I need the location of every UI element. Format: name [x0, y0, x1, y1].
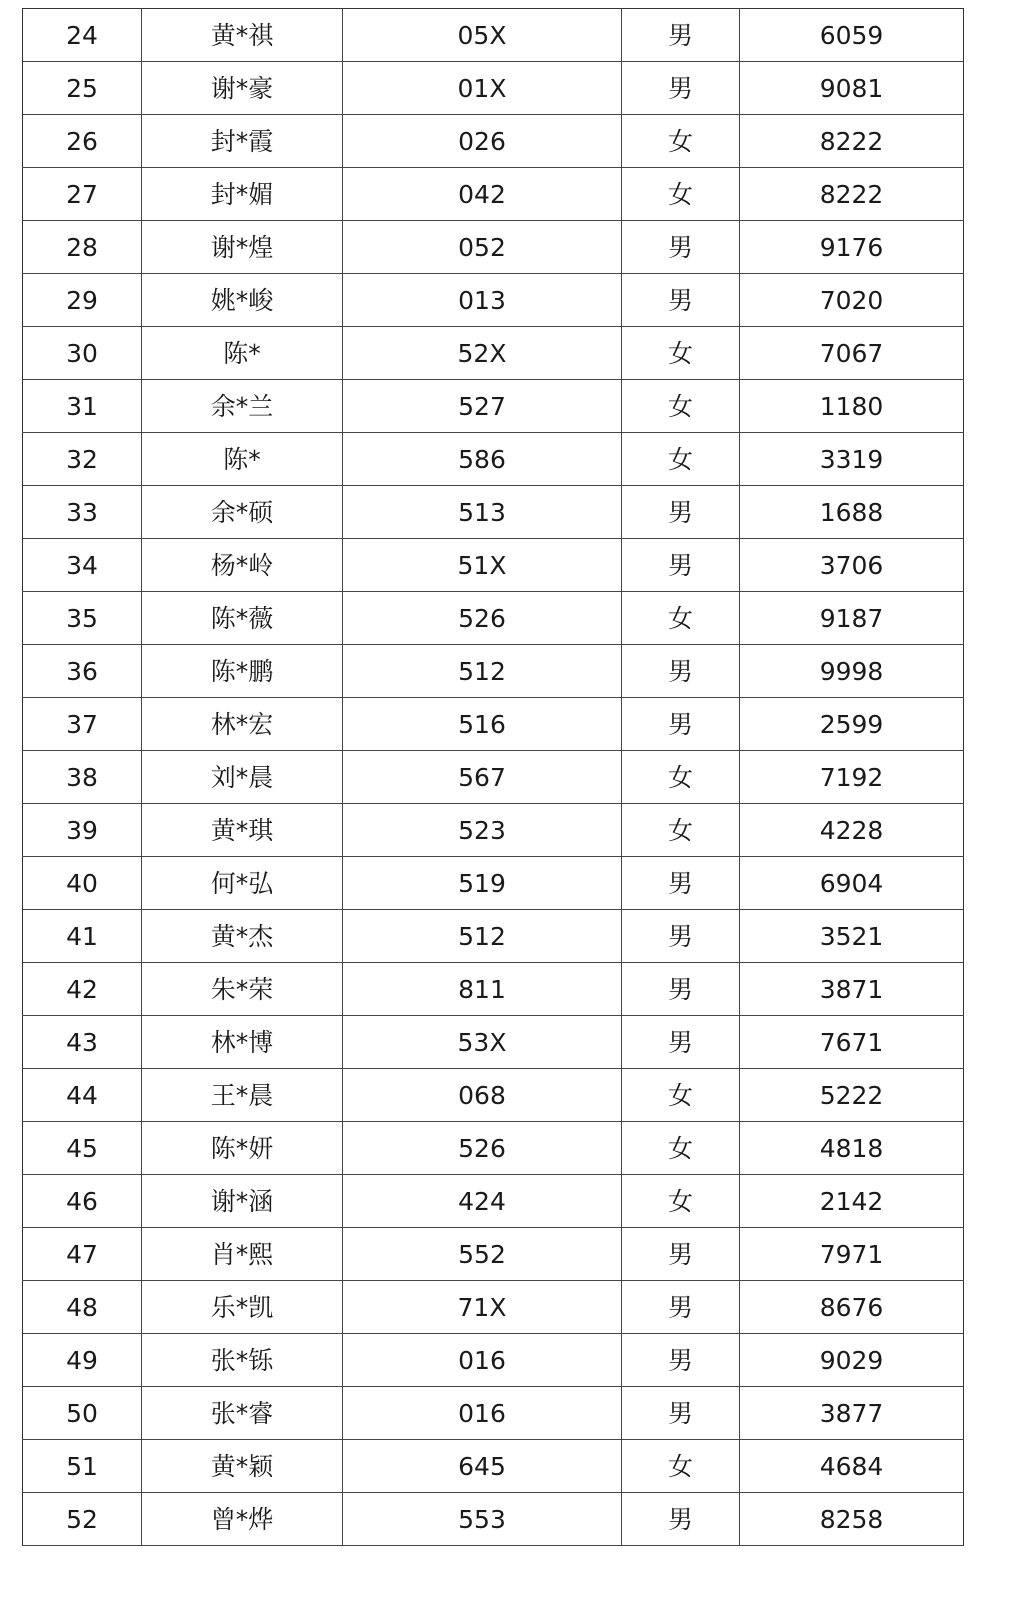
masked-name-cell: 肖*熙	[142, 1228, 343, 1281]
masked-name-cell: 王*晨	[142, 1069, 343, 1122]
row-index-cell: 43	[23, 1016, 142, 1069]
gender-cell: 男	[622, 963, 740, 1016]
row-index-cell: 29	[23, 274, 142, 327]
gender-cell: 男	[622, 9, 740, 62]
row-index-cell: 41	[23, 910, 142, 963]
table-row	[23, 1122, 964, 1175]
id-suffix-cell: 645	[343, 1440, 622, 1493]
code-cell: 2599	[740, 698, 964, 751]
gender-cell: 男	[622, 274, 740, 327]
code-cell: 9176	[740, 221, 964, 274]
code-cell: 3319	[740, 433, 964, 486]
gender-cell: 女	[622, 592, 740, 645]
masked-name-cell: 封*媚	[142, 168, 343, 221]
table-row	[23, 1069, 964, 1122]
code-cell: 9081	[740, 62, 964, 115]
code-cell: 4228	[740, 804, 964, 857]
code-cell: 9998	[740, 645, 964, 698]
id-suffix-cell: 552	[343, 1228, 622, 1281]
table-row	[23, 433, 964, 486]
gender-cell: 男	[622, 486, 740, 539]
row-index-cell: 49	[23, 1334, 142, 1387]
table-row	[23, 486, 964, 539]
code-cell: 8258	[740, 1493, 964, 1546]
code-cell: 4818	[740, 1122, 964, 1175]
code-cell: 7192	[740, 751, 964, 804]
row-index-cell: 50	[23, 1387, 142, 1440]
masked-name-cell: 谢*豪	[142, 62, 343, 115]
id-suffix-cell: 513	[343, 486, 622, 539]
gender-cell: 男	[622, 1228, 740, 1281]
masked-name-cell: 谢*涵	[142, 1175, 343, 1228]
id-suffix-cell: 016	[343, 1387, 622, 1440]
row-index-cell: 36	[23, 645, 142, 698]
id-suffix-cell: 526	[343, 1122, 622, 1175]
table-row	[23, 698, 964, 751]
row-index-cell: 48	[23, 1281, 142, 1334]
row-index-cell: 46	[23, 1175, 142, 1228]
id-suffix-cell: 512	[343, 910, 622, 963]
code-cell: 5222	[740, 1069, 964, 1122]
table-row	[23, 592, 964, 645]
table-row	[23, 539, 964, 592]
code-cell: 8676	[740, 1281, 964, 1334]
code-cell: 9187	[740, 592, 964, 645]
gender-cell: 女	[622, 1440, 740, 1493]
masked-name-cell: 黄*琪	[142, 804, 343, 857]
masked-name-cell: 乐*凯	[142, 1281, 343, 1334]
code-cell: 7971	[740, 1228, 964, 1281]
code-cell: 3877	[740, 1387, 964, 1440]
code-cell: 4684	[740, 1440, 964, 1493]
code-cell: 6059	[740, 9, 964, 62]
masked-name-cell: 余*硕	[142, 486, 343, 539]
table-row	[23, 645, 964, 698]
gender-cell: 男	[622, 645, 740, 698]
gender-cell: 女	[622, 1069, 740, 1122]
table-row	[23, 9, 964, 62]
masked-name-cell: 黄*颖	[142, 1440, 343, 1493]
masked-name-cell: 陈*妍	[142, 1122, 343, 1175]
roster-sheet	[22, 8, 963, 1546]
table-row	[23, 1493, 964, 1546]
id-suffix-cell: 05X	[343, 9, 622, 62]
code-cell: 8222	[740, 115, 964, 168]
code-cell: 7020	[740, 274, 964, 327]
table-row	[23, 1387, 964, 1440]
row-index-cell: 52	[23, 1493, 142, 1546]
table-row	[23, 168, 964, 221]
gender-cell: 男	[622, 857, 740, 910]
masked-name-cell: 黄*祺	[142, 9, 343, 62]
id-suffix-cell: 526	[343, 592, 622, 645]
gender-cell: 男	[622, 62, 740, 115]
code-cell: 8222	[740, 168, 964, 221]
code-cell: 7067	[740, 327, 964, 380]
row-index-cell: 51	[23, 1440, 142, 1493]
id-suffix-cell: 51X	[343, 539, 622, 592]
gender-cell: 女	[622, 168, 740, 221]
table-row	[23, 1016, 964, 1069]
id-suffix-cell: 53X	[343, 1016, 622, 1069]
roster-table	[22, 8, 964, 1546]
id-suffix-cell: 52X	[343, 327, 622, 380]
row-index-cell: 45	[23, 1122, 142, 1175]
row-index-cell: 35	[23, 592, 142, 645]
row-index-cell: 28	[23, 221, 142, 274]
masked-name-cell: 陈*鹏	[142, 645, 343, 698]
code-cell: 2142	[740, 1175, 964, 1228]
gender-cell: 女	[622, 115, 740, 168]
id-suffix-cell: 811	[343, 963, 622, 1016]
gender-cell: 男	[622, 1334, 740, 1387]
id-suffix-cell: 516	[343, 698, 622, 751]
masked-name-cell: 姚*峻	[142, 274, 343, 327]
row-index-cell: 32	[23, 433, 142, 486]
table-row	[23, 804, 964, 857]
id-suffix-cell: 068	[343, 1069, 622, 1122]
table-row	[23, 221, 964, 274]
row-index-cell: 47	[23, 1228, 142, 1281]
row-index-cell: 27	[23, 168, 142, 221]
id-suffix-cell: 013	[343, 274, 622, 327]
masked-name-cell: 封*霞	[142, 115, 343, 168]
id-suffix-cell: 042	[343, 168, 622, 221]
gender-cell: 男	[622, 1016, 740, 1069]
id-suffix-cell: 567	[343, 751, 622, 804]
code-cell: 3521	[740, 910, 964, 963]
gender-cell: 男	[622, 539, 740, 592]
roster-table-body	[23, 9, 964, 1546]
id-suffix-cell: 026	[343, 115, 622, 168]
id-suffix-cell: 01X	[343, 62, 622, 115]
masked-name-cell: 林*宏	[142, 698, 343, 751]
table-row	[23, 1334, 964, 1387]
gender-cell: 男	[622, 910, 740, 963]
row-index-cell: 37	[23, 698, 142, 751]
id-suffix-cell: 553	[343, 1493, 622, 1546]
masked-name-cell: 余*兰	[142, 380, 343, 433]
masked-name-cell: 杨*岭	[142, 539, 343, 592]
row-index-cell: 30	[23, 327, 142, 380]
gender-cell: 男	[622, 1387, 740, 1440]
row-index-cell: 38	[23, 751, 142, 804]
masked-name-cell: 刘*晨	[142, 751, 343, 804]
masked-name-cell: 张*睿	[142, 1387, 343, 1440]
masked-name-cell: 林*博	[142, 1016, 343, 1069]
id-suffix-cell: 527	[343, 380, 622, 433]
id-suffix-cell: 586	[343, 433, 622, 486]
row-index-cell: 42	[23, 963, 142, 1016]
code-cell: 3706	[740, 539, 964, 592]
row-index-cell: 24	[23, 9, 142, 62]
table-row	[23, 380, 964, 433]
gender-cell: 男	[622, 1281, 740, 1334]
gender-cell: 男	[622, 1493, 740, 1546]
id-suffix-cell: 512	[343, 645, 622, 698]
masked-name-cell: 张*铄	[142, 1334, 343, 1387]
row-index-cell: 33	[23, 486, 142, 539]
code-cell: 6904	[740, 857, 964, 910]
table-row	[23, 62, 964, 115]
gender-cell: 女	[622, 380, 740, 433]
table-row	[23, 1440, 964, 1493]
id-suffix-cell: 424	[343, 1175, 622, 1228]
id-suffix-cell: 523	[343, 804, 622, 857]
masked-name-cell: 陈*	[142, 433, 343, 486]
table-row	[23, 274, 964, 327]
id-suffix-cell: 016	[343, 1334, 622, 1387]
id-suffix-cell: 519	[343, 857, 622, 910]
code-cell: 9029	[740, 1334, 964, 1387]
table-row	[23, 857, 964, 910]
table-row	[23, 115, 964, 168]
masked-name-cell: 何*弘	[142, 857, 343, 910]
code-cell: 1180	[740, 380, 964, 433]
gender-cell: 女	[622, 751, 740, 804]
row-index-cell: 44	[23, 1069, 142, 1122]
gender-cell: 女	[622, 327, 740, 380]
gender-cell: 男	[622, 698, 740, 751]
gender-cell: 女	[622, 804, 740, 857]
row-index-cell: 31	[23, 380, 142, 433]
code-cell: 3871	[740, 963, 964, 1016]
gender-cell: 男	[622, 221, 740, 274]
masked-name-cell: 朱*荣	[142, 963, 343, 1016]
row-index-cell: 26	[23, 115, 142, 168]
row-index-cell: 40	[23, 857, 142, 910]
table-row	[23, 1175, 964, 1228]
id-suffix-cell: 71X	[343, 1281, 622, 1334]
table-row	[23, 327, 964, 380]
id-suffix-cell: 052	[343, 221, 622, 274]
masked-name-cell: 黄*杰	[142, 910, 343, 963]
table-row	[23, 910, 964, 963]
gender-cell: 女	[622, 1122, 740, 1175]
row-index-cell: 34	[23, 539, 142, 592]
masked-name-cell: 陈*薇	[142, 592, 343, 645]
masked-name-cell: 陈*	[142, 327, 343, 380]
code-cell: 7671	[740, 1016, 964, 1069]
table-row	[23, 963, 964, 1016]
masked-name-cell: 谢*煌	[142, 221, 343, 274]
gender-cell: 女	[622, 1175, 740, 1228]
row-index-cell: 25	[23, 62, 142, 115]
table-row	[23, 751, 964, 804]
table-row	[23, 1228, 964, 1281]
code-cell: 1688	[740, 486, 964, 539]
row-index-cell: 39	[23, 804, 142, 857]
masked-name-cell: 曾*烨	[142, 1493, 343, 1546]
table-row	[23, 1281, 964, 1334]
gender-cell: 女	[622, 433, 740, 486]
